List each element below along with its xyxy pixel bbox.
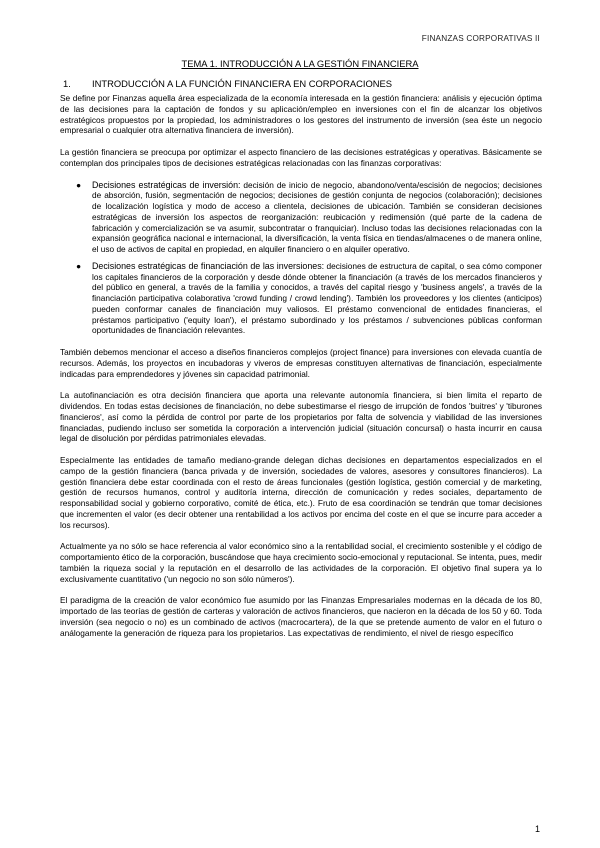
paragraph: El paradigma de la creación de valor económico fue asumido por las Finanzas Empresariales modernas en la década de los 80, importado de las teorías de gestión de carteras y valoración de activos financieros, que nacieron en la década de los 50 y 60. Toda inversión (sea negocio o no) es un combinado de activos (macrocartera), de la que se pretende aumento de valor en el futuro o análogamente la generación de riqueza para los propietarios. Las expectativas de rendimiento, el nivel de riesgo específico: [60, 595, 542, 638]
bullet-text: decisión de inicio de negocio, abandono/venta/escisión de negocios; decisiones de absorción, fusión, segmentación de negocios; decisiones de gestión conjunta de negocios (colaboración); decisiones de localización logística y modo de acceso a clientela, decisiones de ubicación. También se consideran decisiones estratégicas de inversión los aspectos de reorganización: reubicación y redimensión (qué parte de la cadena de fabricación y comercialización se va asumir, subcontratar o franquiciar). Incluso todas las decisiones relacionadas con la expansión geográfica nacional e internacional, la diversificación, la venta física en tiendas/almacenes o de manera online, el uso de activos de capital en propiedad, en alquiler financiero o en alquiler operativo.: [92, 179, 542, 254]
bullet-icon: ●: [76, 260, 82, 271]
running-header: FINANZAS CORPORATIVAS II: [421, 34, 540, 43]
page-title: TEMA 1. INTRODUCCIÓN A LA GESTIÓN FINANCIERA: [181, 58, 419, 69]
page-number: 1: [534, 824, 540, 834]
bullet-lead: Decisiones estratégicas de financiación de las inversiones:: [92, 260, 325, 271]
bullet-lead: Decisiones estratégicas de inversión:: [92, 179, 241, 190]
body-text: [60, 93, 542, 649]
list-item: [76, 179, 542, 255]
paragraph: Se define por Finanzas aquella área especializada de la economía interesada en la gestión financiera: análisis y ejecución óptima de las decisiones para la captación de fondos y su aplicación/empleo en inversiones con el fin de alcanzar los objetivos estratégicos propuestos por la propiedad, los administradores o los gestores del instrumento de inversión (sea éste un negocio empresarial o cualquier otra alternativa financiera de inversión).: [60, 93, 542, 136]
paragraph: La gestión financiera se preocupa por optimizar el aspecto financiero de las decisiones estratégicas y operativas. Básicamente se contemplan dos principales tipos de decisiones estratégicas relacionadas con las finanzas corporativas:: [60, 147, 542, 168]
bullet-list: [60, 180, 542, 337]
bullet-icon: ●: [76, 179, 82, 190]
list-item: [76, 260, 543, 336]
paragraph: Especialmente las entidades de tamaño mediano-grande delegan dichas decisiones en departamentos especializados en el campo de la gestión financiera (banca privada y de inversión, sociedades de valores, asesores y consultores financieros). La gestión financiera debe estar coordinada con el resto de áreas funcionales (gestión logística, gestión comercial y de marketing, gestión de recursos humanos, control y auditoría interna, dirección de comunicación y redes sociales, departamento de responsabilidad social y gobierno corporativo, comité de ética, etc.). Fruto de esa coordinación se tendrán que tomar decisiones que incrementen el valor (es decir obtener una rentabilidad a los activos por encima del coste en el que se incurre para acceder a los recursos).: [60, 455, 542, 530]
section-number: 1.: [63, 78, 71, 89]
section-title: INTRODUCCIÓN A LA FUNCIÓN FINANCIERA EN CORPORACIONES: [92, 78, 393, 89]
section-heading: [63, 78, 392, 89]
paragraph: También debemos mencionar el acceso a diseños financieros complejos (project finance) para inversiones con elevada cuantía de recursos. Además, los proyectos en incubadoras y viveros de empresas constituyen alternativas de financiación, especialmente indicadas para emprendedores y jóvenes sin capacidad patrimonial.: [60, 347, 542, 379]
paragraph: Actualmente ya no sólo se hace referencia al valor económico sino a la rentabilidad social, el crecimiento sostenible y el código de comportamiento ético de la corporación, buscándose que haya crecimiento socio-emocional y reputacional. Se intenta, pues, medir también la riqueza social y la reputación en el desarrollo de las actividades de la corporación. El objetivo final supera ya lo exclusivamente cuantitativo ('un negocio no son sólo números').: [60, 541, 542, 584]
bullet-text: decisiones de estructura de capital, o sea cómo componer los capitales financieros de la corporación y desde dónde obtener la financiación (a través de los mercados financieros y del público en general, a través de la familia y conocidos, a través del capital riesgo y 'business angels', a través de la financiación participativa colaborativa 'crowd funding / crowd lending'). También los proveedores y los clientes (anticipos) pueden conformar canales de financiación muy valiosos. El préstamo convencional de entidades financieras, el préstamos participativo ('equity loan'), el préstamo subordinado y los préstamos / subvenciones públicas conforman oportunidades de financiación relevantes.: [92, 260, 543, 336]
paragraph: La autofinanciación es otra decisión financiera que aporta una relevante autonomía financiera, si bien limita el reparto de dividendos. En todas estas decisiones de financiación, no debe subestimarse el riesgo de irrupción de fondos 'buitres' y 'tiburones financieros', así como la pérdida de control por parte de los propietarios por falta de solvencia y viabilidad de las inversiones financiadas, pudiendo incluso ser sometida la corporación a intervención judicial (situación concursal) o hasta incurrir en causa legal de disolución por pérdidas patrimoniales elevadas.: [60, 390, 542, 444]
